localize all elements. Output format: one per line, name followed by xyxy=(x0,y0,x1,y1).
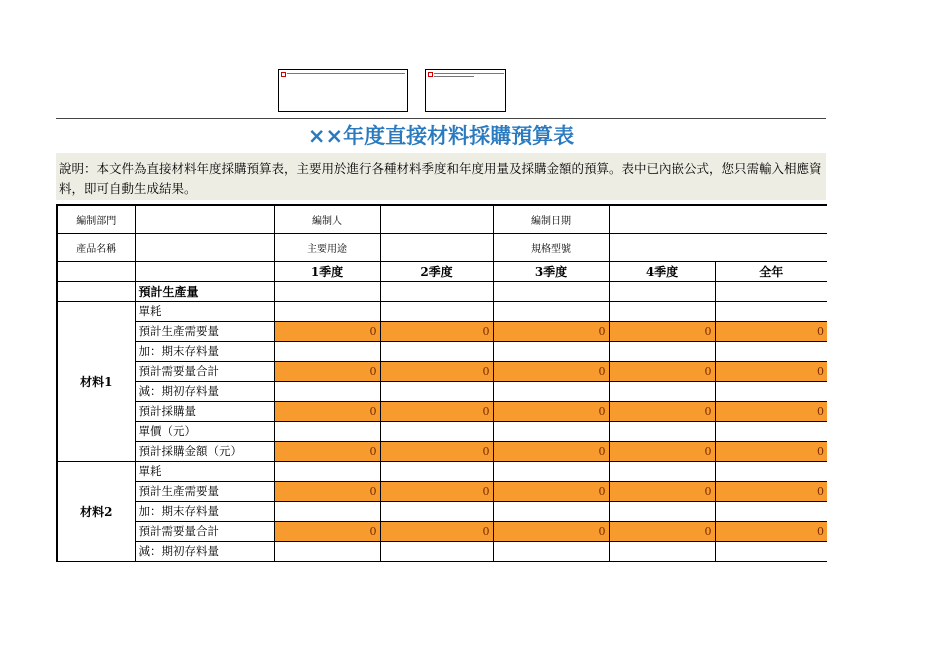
computed-cell: 0 xyxy=(715,481,827,501)
quarter-header: 1季度 xyxy=(274,261,380,281)
row-label: 預計採購金額（元） xyxy=(135,441,274,461)
value-cell[interactable] xyxy=(493,381,609,401)
computed-cell: 0 xyxy=(274,521,380,541)
value-cell[interactable] xyxy=(715,421,827,441)
value-cell[interactable] xyxy=(493,461,609,481)
row-label: 單耗 xyxy=(135,301,274,321)
production-row xyxy=(57,281,827,301)
value-cell[interactable] xyxy=(380,541,493,561)
material-row xyxy=(57,321,827,341)
row-label: 加：期末存料量 xyxy=(135,341,274,361)
annual-header: 全年 xyxy=(715,261,827,281)
note-box-1 xyxy=(278,69,408,112)
value-cell[interactable] xyxy=(715,501,827,521)
date-input[interactable] xyxy=(609,205,827,233)
computed-cell: 0 xyxy=(493,401,609,421)
computed-cell: 0 xyxy=(380,441,493,461)
computed-cell: 0 xyxy=(274,441,380,461)
value-cell[interactable] xyxy=(380,341,493,361)
computed-cell: 0 xyxy=(493,321,609,341)
computed-cell: 0 xyxy=(609,521,715,541)
material-row xyxy=(57,301,827,321)
spec-input[interactable] xyxy=(609,233,827,261)
value-cell[interactable] xyxy=(380,461,493,481)
computed-cell: 0 xyxy=(609,441,715,461)
row-label: 單耗 xyxy=(135,461,274,481)
row-label: 預計需要量合計 xyxy=(135,521,274,541)
value-cell[interactable] xyxy=(493,301,609,321)
computed-cell: 0 xyxy=(715,521,827,541)
page-title: ××年度直接材料採購預算表 xyxy=(307,124,575,148)
value-cell[interactable] xyxy=(609,541,715,561)
material-row xyxy=(57,541,827,561)
computed-cell: 0 xyxy=(274,321,380,341)
computed-cell: 0 xyxy=(609,481,715,501)
material-name: 材料2 xyxy=(57,461,135,561)
value-cell[interactable] xyxy=(715,541,827,561)
blank-cell xyxy=(57,261,135,281)
material-row xyxy=(57,461,827,481)
row-label: 減：期初存料量 xyxy=(135,541,274,561)
material-row xyxy=(57,421,827,441)
value-cell[interactable] xyxy=(380,301,493,321)
row-label: 單價（元） xyxy=(135,421,274,441)
row-label: 預計採購量 xyxy=(135,401,274,421)
budget-sheet xyxy=(56,204,827,582)
value-cell[interactable] xyxy=(274,341,380,361)
computed-cell: 0 xyxy=(274,401,380,421)
title-rule xyxy=(56,118,826,119)
value-cell[interactable] xyxy=(493,281,609,301)
budget-table xyxy=(56,204,827,562)
value-cell[interactable] xyxy=(274,541,380,561)
production-label: 預計生產量 xyxy=(135,281,274,301)
computed-cell: 0 xyxy=(609,401,715,421)
value-cell[interactable] xyxy=(715,381,827,401)
value-cell[interactable] xyxy=(274,501,380,521)
row-label: 減：期初存料量 xyxy=(135,381,274,401)
computed-cell: 0 xyxy=(380,401,493,421)
material-row xyxy=(57,401,827,421)
spec-label: 規格型號 xyxy=(493,233,609,261)
value-cell[interactable] xyxy=(274,381,380,401)
material-row xyxy=(57,341,827,361)
material-row xyxy=(57,441,827,461)
value-cell[interactable] xyxy=(274,421,380,441)
value-cell[interactable] xyxy=(609,501,715,521)
date-label: 編制日期 xyxy=(493,205,609,233)
value-cell[interactable] xyxy=(493,341,609,361)
row-label: 加：期末存料量 xyxy=(135,501,274,521)
editor-label: 編制人 xyxy=(274,205,380,233)
value-cell[interactable] xyxy=(493,421,609,441)
value-cell[interactable] xyxy=(715,281,827,301)
value-cell[interactable] xyxy=(493,541,609,561)
value-cell[interactable] xyxy=(380,281,493,301)
value-cell[interactable] xyxy=(609,461,715,481)
computed-cell: 0 xyxy=(715,401,827,421)
computed-cell: 0 xyxy=(380,521,493,541)
description-note: 說明：本文件為直接材料年度採購預算表，主要用於進行各種材料季度和年度用量及採購金額的預算。表中已內嵌公式，您只需輸入相應資料，即可自動生成結果。 xyxy=(56,153,826,200)
material-row xyxy=(57,481,827,501)
value-cell[interactable] xyxy=(609,341,715,361)
row-label: 預計生產需要量 xyxy=(135,481,274,501)
material-name: 材料1 xyxy=(57,301,135,461)
value-cell[interactable] xyxy=(609,301,715,321)
computed-cell: 0 xyxy=(380,321,493,341)
info-row-2 xyxy=(57,233,827,261)
row-label: 預計需要量合計 xyxy=(135,361,274,381)
value-cell[interactable] xyxy=(274,301,380,321)
dept-label: 編制部門 xyxy=(57,205,135,233)
blank-cell xyxy=(135,261,274,281)
product-label: 產品名稱 xyxy=(57,233,135,261)
computed-cell: 0 xyxy=(380,361,493,381)
value-cell[interactable] xyxy=(380,501,493,521)
value-cell[interactable] xyxy=(715,341,827,361)
product-input[interactable] xyxy=(135,233,274,261)
value-cell[interactable] xyxy=(274,281,380,301)
value-cell[interactable] xyxy=(493,501,609,521)
computed-cell: 0 xyxy=(715,321,827,341)
row-label: 預計生產需要量 xyxy=(135,321,274,341)
computed-cell: 0 xyxy=(493,441,609,461)
note-box-2 xyxy=(425,69,506,112)
computed-cell: 0 xyxy=(380,481,493,501)
editor-input[interactable] xyxy=(380,205,493,233)
computed-cell: 0 xyxy=(609,321,715,341)
quarter-header-row xyxy=(57,261,827,281)
value-cell[interactable] xyxy=(715,461,827,481)
computed-cell: 0 xyxy=(274,361,380,381)
computed-cell: 0 xyxy=(715,361,827,381)
quarter-header: 4季度 xyxy=(609,261,715,281)
computed-cell: 0 xyxy=(274,481,380,501)
value-cell[interactable] xyxy=(274,461,380,481)
quarter-header: 2季度 xyxy=(380,261,493,281)
computed-cell: 0 xyxy=(609,361,715,381)
blank-cell xyxy=(57,281,135,301)
dept-input[interactable] xyxy=(135,205,274,233)
computed-cell: 0 xyxy=(493,521,609,541)
value-cell[interactable] xyxy=(715,301,827,321)
value-cell[interactable] xyxy=(380,421,493,441)
purpose-label: 主要用途 xyxy=(274,233,380,261)
value-cell[interactable] xyxy=(609,381,715,401)
material-row xyxy=(57,501,827,521)
value-cell[interactable] xyxy=(609,281,715,301)
quarter-header: 3季度 xyxy=(493,261,609,281)
value-cell[interactable] xyxy=(609,421,715,441)
computed-cell: 0 xyxy=(493,481,609,501)
purpose-input[interactable] xyxy=(380,233,493,261)
computed-cell: 0 xyxy=(715,441,827,461)
computed-cell: 0 xyxy=(493,361,609,381)
value-cell[interactable] xyxy=(380,381,493,401)
material-row xyxy=(57,361,827,381)
info-row-1 xyxy=(57,205,827,233)
material-row xyxy=(57,521,827,541)
material-row xyxy=(57,381,827,401)
